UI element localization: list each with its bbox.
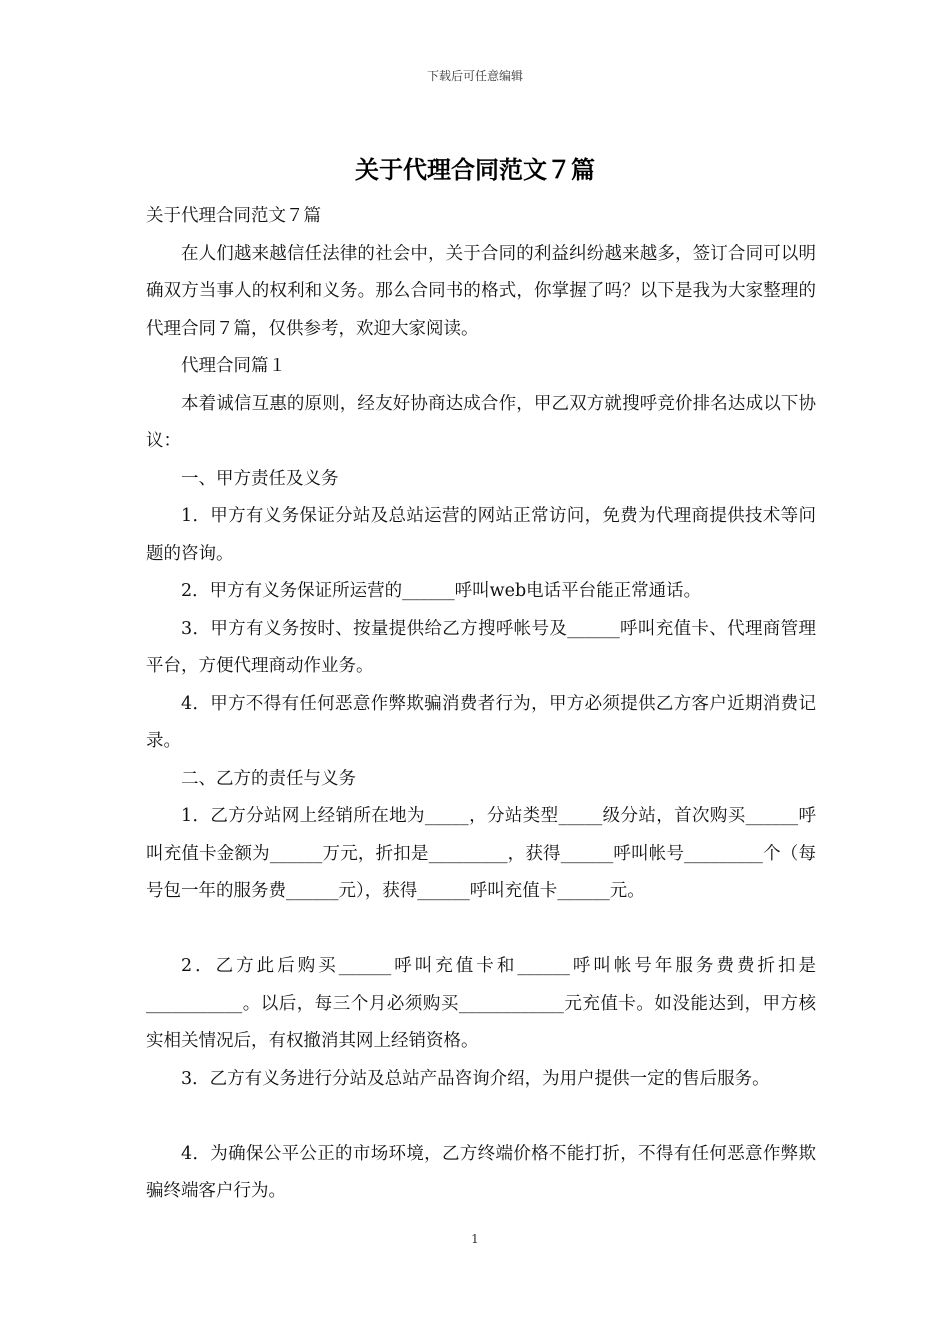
clause-b1: 1．乙方分站网上经销所在地为_____，分站类型_____级分站，首次购买______呼叫充值卡金额为______万元，折扣是_________，获得______呼叫帐号_________个（每号包一年的服务费______元），获得______呼叫充值卡______元。 [146, 806, 816, 901]
party-a-heading: 一、甲方责任及义务 [181, 468, 339, 489]
clause-a3: 3．甲方有义务按时、按量提供给乙方搜呼帐号及______呼叫充值卡、代理商管理平台，方便代理商动作业务。 [146, 618, 816, 676]
clause-b3: 3．乙方有义务进行分站及总站产品咨询介绍，为用户提供一定的售后服务。 [181, 1068, 770, 1089]
document-title: 关于代理合同范文７篇 [355, 156, 595, 184]
clause-b4: 4．为确保公平公正的市场环境，乙方终端价格不能打折，不得有任何恶意作弊欺骗终端客户行为。 [146, 1143, 816, 1201]
subtitle-paragraph: 关于代理合同范文７篇 [146, 206, 321, 226]
party-b-heading: 二、乙方的责任与义务 [181, 768, 356, 789]
section-heading: 代理合同篇１ [181, 356, 286, 376]
page-number: 1 [471, 1232, 479, 1246]
clause-a2: 2．甲方有义务保证所运营的______呼叫web电话平台能正常通话。 [181, 581, 702, 601]
clause-b2: 2．乙方此后购买______呼叫充值卡和______呼叫帐号年服务费费折扣是___________。以后，每三个月必须购买____________元充值卡。如没能达到，甲方核实相关情况后，有权撤消其网上经销资格。 [146, 956, 816, 1051]
agreement-preamble: 本着诚信互惠的原则，经友好协商达成合作，甲乙双方就搜呼竞价排名达成以下协议： [146, 393, 816, 451]
page-header-note: 下载后可任意编辑 [426, 69, 523, 83]
clause-a4: 4．甲方不得有任何恶意作弊欺骗消费者行为，甲方必须提供乙方客户近期消费记录。 [146, 693, 816, 751]
document-body [146, 198, 816, 1211]
clause-a1: 1．甲方有义务保证分站及总站运营的网站正常访问，免费为代理商提供技术等问题的咨询。 [146, 506, 816, 564]
intro-paragraph: 在人们越来越信任法律的社会中，关于合同的利益纠纷越来越多，签订合同可以明确双方当事人的权利和义务。那么合同书的格式，你掌握了吗？以下是我为大家整理的代理合同７篇，仅供参考，欢迎大家阅读。 [146, 243, 816, 339]
